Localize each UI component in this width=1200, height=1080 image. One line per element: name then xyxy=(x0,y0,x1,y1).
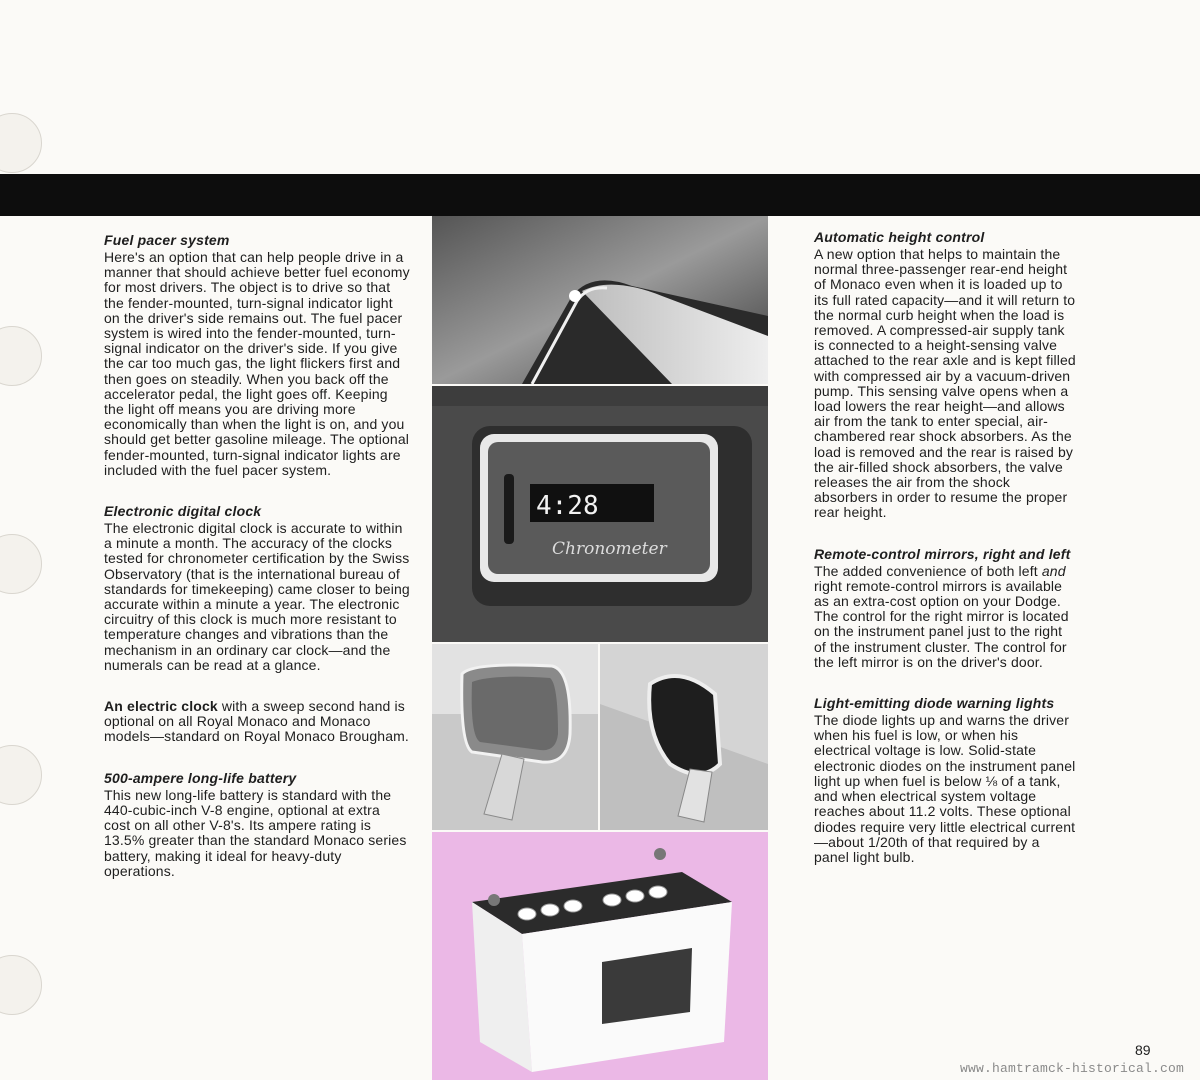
left-mirror-photo xyxy=(432,644,598,830)
header-bar xyxy=(0,174,1200,216)
height-control-title: Automatic height control xyxy=(814,229,985,245)
electric-clock-paragraph xyxy=(104,699,410,745)
electric-clock-body: with a sweep second hand is optional on all Royal Monaco and Monaco models—standard on Royal Monaco Brougham. xyxy=(104,698,409,745)
led-lights-title: Light-emitting diode warning lights xyxy=(814,695,1055,712)
binder-hole xyxy=(0,955,42,1015)
binder-hole xyxy=(0,113,42,173)
fender-indicator-photo xyxy=(432,216,768,384)
battery-title: 500-ampere long-life battery xyxy=(104,769,297,786)
electric-clock-lead: An electric clock xyxy=(104,698,218,715)
binder-hole xyxy=(0,745,42,805)
fuel-pacer-title: Fuel pacer system xyxy=(104,232,230,248)
left-column xyxy=(104,233,410,905)
binder-hole xyxy=(0,534,42,594)
mirrors-section xyxy=(814,547,1076,670)
digital-clock-section xyxy=(104,504,410,673)
digital-clock-title: Electronic digital clock xyxy=(104,503,262,520)
fuel-pacer-section xyxy=(104,233,410,478)
battery-photo xyxy=(432,832,768,1080)
battery-section xyxy=(104,771,410,879)
mirrors-title: Remote-control mirrors, right and left xyxy=(814,545,1071,562)
digital-clock-body: The electronic digital clock is accurate to within a minute a month. The accuracy of the clocks tested for chronometer certification by the Swiss Observatory (that is the international bureau of standards for timekeeping) came closer to being accurate within a minute a year. The electronic circuitry of this clock is much more resistant to temperature changes and vibrations than the mechanism in an ordinary car clock—and the numerals can be read at a glance. xyxy=(104,520,410,673)
mirrors-body-end: right remote-control mirrors is available as an extra-cost option on your Dodge. The control for the right mirror is located on the instrument panel just to the right of the instrument cluster. The control for the left mirror is on the driver's door. xyxy=(814,577,1069,670)
right-mirror-photo xyxy=(600,644,768,830)
height-control-body: A new option that helps to maintain the normal three-passenger rear-end height of Monaco even when it is loaded up to its full rated capacity—and it will return to the normal curb height when the load is removed. A compressed-air supply tank is connected to a height-sensing valve attached to the rear axle and is kept filled with compressed air by a vacuum-driven pump. This sensing valve opens when a load lowers the rear height—and allows air from the tank to enter special, air-chambered rear shock absorbers. As the load is removed and the rear is raised by the air-filled shock absorbers, the valve releases the air from the shock absorbers in order to resume the proper rear height. xyxy=(814,246,1076,521)
led-lights-body: The diode lights up and warns the driver when his fuel is low, or when his electrical voltage is low. Solid-state electronic diodes on the instrument panel light up when fuel is below ⅛ of a tank, and when electrical system voltage reaches about 11.2 volts. These optional diodes require very little electrical current—about 1/20th of that required by a panel light bulb. xyxy=(814,712,1076,865)
fuel-pacer-body: Here's an option that can help people drive in a manner that should achieve better fuel economy for most drivers. The object is to drive so that the fender-mounted, turn-signal indicator light on the driver's side remains out. The fuel pacer system is wired into the fender-mounted, turn-signal indicator on the driver's side. If you give the car too much gas, the light flickers first and then goes on steadily. When you back off the accelerator pedal, the light goes off. Keeping the light off means you are driving more economically than when the light is on, and you should get better gasoline mileage. The optional fender-mounted, turn-signal indicator lights are included with the fuel pacer system. xyxy=(104,249,410,478)
digital-clock-photo xyxy=(432,386,768,642)
mirrors-body-start: The added convenience of both left xyxy=(814,562,1042,579)
mirrors-body xyxy=(814,564,1076,670)
chronometer-logo: Chronometer xyxy=(552,539,667,559)
battery-body: This new long-life battery is standard with the 440-cubic-inch V-8 engine, optional at extra cost on all other V-8's. Its ampere rating is 13.5% greater than the standard Monaco series battery, making it ideal for heavy-duty operations. xyxy=(104,786,407,879)
binder-hole xyxy=(0,326,42,386)
watermark: www.hamtramck-historical.com xyxy=(960,1061,1185,1076)
clock-digits: 4:28 xyxy=(536,491,599,521)
page-number: 89 xyxy=(1135,1042,1151,1058)
mirrors-body-emphasis: and xyxy=(1041,562,1066,579)
led-lights-section xyxy=(814,696,1076,865)
electric-clock-section xyxy=(104,699,410,745)
height-control-section xyxy=(814,230,1076,521)
right-column xyxy=(814,230,1076,891)
